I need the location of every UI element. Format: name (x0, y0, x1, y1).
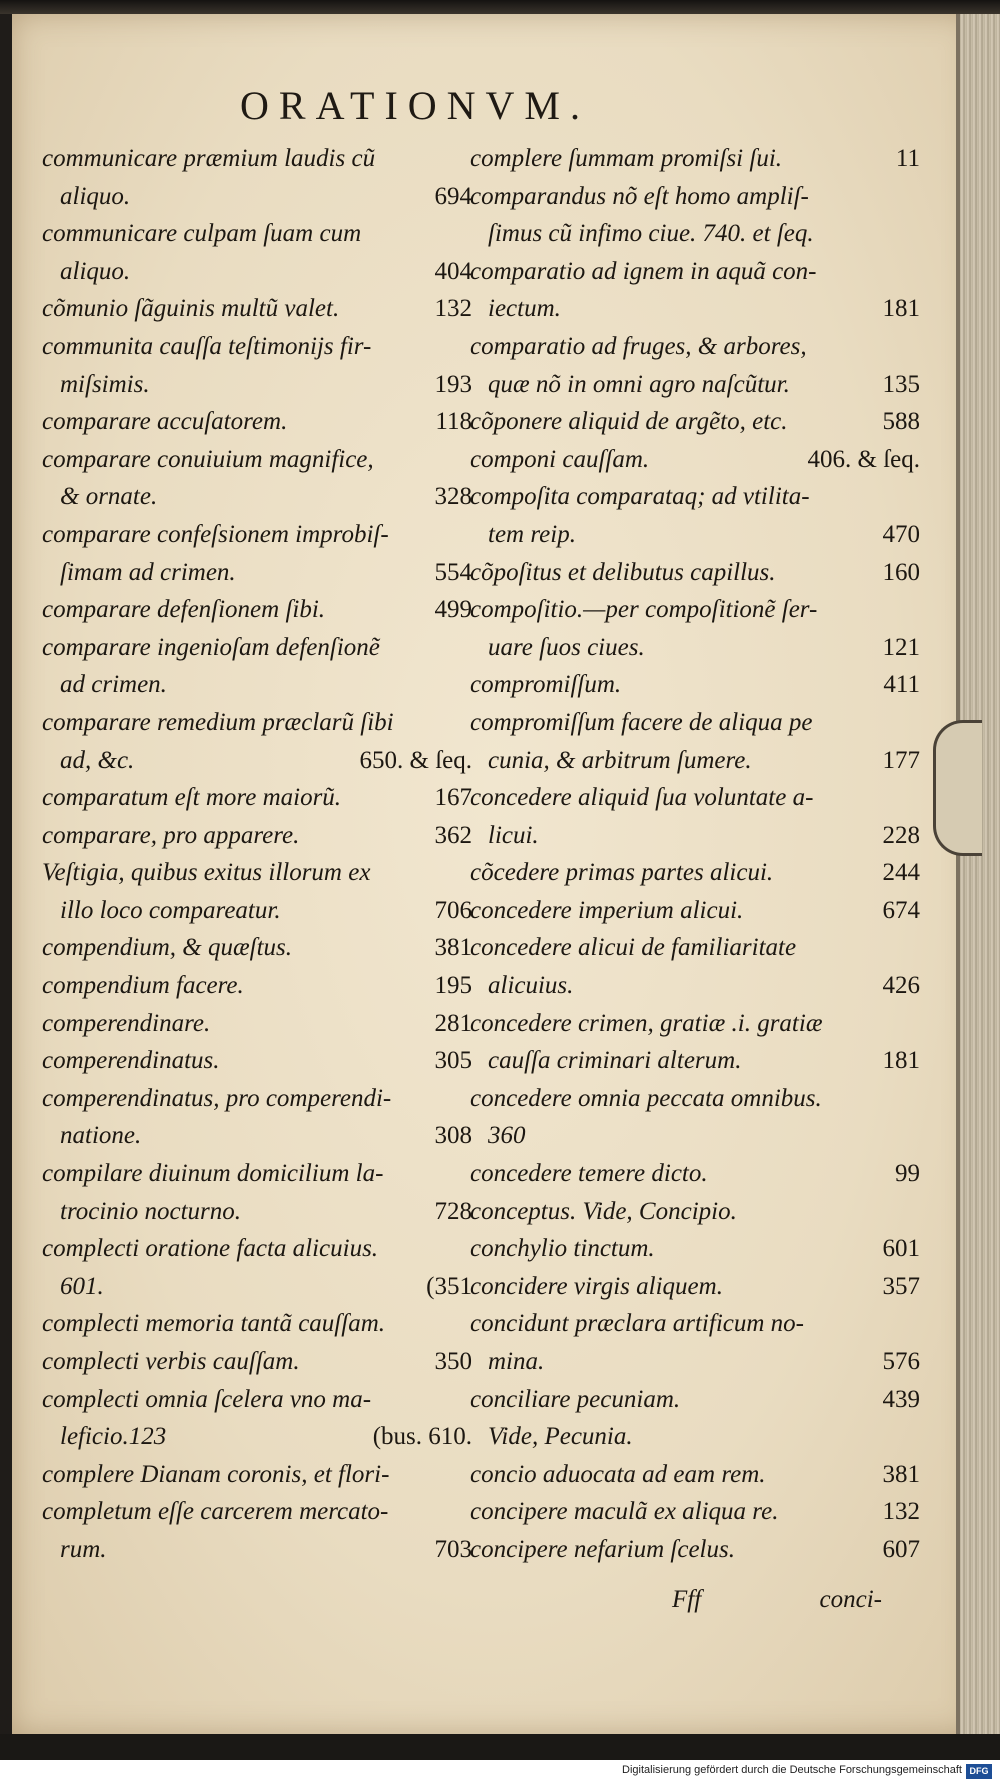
catchword: conci- (819, 1586, 882, 1613)
index-entry-line (42, 1418, 472, 1456)
index-entry-line (42, 1381, 472, 1419)
entry-text: comperendinatus, pro comperendi- (42, 1084, 392, 1112)
entry-text: conciliare pecuniam. (470, 1385, 681, 1413)
index-entry-line (42, 1193, 472, 1231)
entry-text: comparatio ad fruges, & arbores, (470, 332, 807, 360)
entry-text: concedere imperium alicui. (470, 896, 744, 924)
index-entry-line (42, 967, 472, 1005)
index-entry-line (470, 366, 920, 404)
entry-page-number: 357 (882, 1272, 920, 1300)
index-entry-line (42, 666, 472, 704)
entry-text: compilare diuinum domicilium la- (42, 1160, 384, 1188)
entry-text: quæ nõ in omni agro naſcũtur. (488, 370, 790, 398)
entry-text: compendium facere. (42, 972, 244, 1000)
entry-page-number: 99 (895, 1160, 920, 1188)
index-entry-line (470, 1042, 920, 1080)
index-entry-line (42, 779, 472, 817)
entry-text: comperendinare. (42, 1009, 211, 1037)
entry-page-number: 132 (434, 295, 472, 323)
index-entry-line (470, 892, 920, 930)
index-entry-line (470, 967, 920, 1005)
index-entry-line (470, 1531, 920, 1569)
index-entry-line (42, 742, 472, 780)
entry-page-number: 439 (882, 1385, 920, 1413)
entry-text: 601. (60, 1272, 104, 1300)
entry-text: compoſitio.—per compoſitionẽ ſer- (470, 596, 818, 624)
entry-text: iectum. (488, 295, 561, 323)
entry-page-number: (bus. 610. (372, 1423, 472, 1451)
index-entry-line (470, 854, 920, 892)
entry-page-number: 181 (882, 1047, 920, 1075)
index-entry-line (42, 554, 472, 592)
index-entry-line (470, 290, 920, 328)
entry-text: miſsimis. (60, 370, 150, 398)
entry-text: mina. (488, 1348, 545, 1375)
entry-text: componi cauſſam. (470, 445, 650, 473)
index-entry-line (470, 591, 920, 629)
entry-page-number: 181 (882, 295, 920, 323)
entry-text: concidunt præclara artificum no- (470, 1310, 804, 1338)
entry-page-number: 601 (882, 1235, 920, 1263)
index-entry-line (42, 854, 472, 892)
entry-text: ad crimen. (60, 671, 167, 699)
entry-page-number: 167 (434, 784, 472, 812)
entry-page-number: 576 (882, 1348, 920, 1375)
index-entry-line (470, 328, 920, 366)
entry-text: conceptus. Vide, Concipio. (470, 1197, 737, 1225)
entry-text: complere ſummam promiſsi ſui. (470, 145, 783, 172)
index-entry-line (470, 1268, 920, 1306)
index-entry-line (470, 1005, 920, 1043)
entry-text: leficio.123 (60, 1423, 167, 1451)
index-entry-line (470, 1155, 920, 1193)
entry-text: ad, &c. (60, 746, 135, 774)
entry-text: compromiſſum facere de aliqua pe (470, 708, 813, 736)
entry-text: complecti memoria tantã cauſſam. (42, 1310, 385, 1338)
entry-text: alicuius. (488, 972, 574, 1000)
index-entry-line (470, 1381, 920, 1419)
entry-text: comparatio ad ignem in aquã con- (470, 257, 817, 285)
index-entry-line (42, 290, 472, 328)
entry-page-number: 381 (882, 1460, 920, 1488)
entry-text: aliquo. (60, 257, 131, 285)
index-entry-line (42, 253, 472, 291)
entry-page-number: 588 (882, 408, 920, 436)
entry-page-number: 118 (435, 408, 472, 436)
book-top-edge (0, 0, 1000, 14)
footer-credit: Digitalisierung gefördert durch die Deutsche Forschungsgemeinschaft (622, 1764, 962, 1776)
entry-text: comparare, pro apparere. (42, 821, 300, 849)
entry-text: comparare ingenioſam defenſionẽ (42, 633, 380, 661)
entry-text: concipere maculã ex aliqua re. (470, 1498, 779, 1526)
index-entry-line (42, 1230, 472, 1268)
entry-text: concedere aliquid ſua voluntate a- (470, 784, 814, 812)
entry-page-number: 404 (434, 257, 472, 285)
index-entry-line (470, 1456, 920, 1494)
book-bottom-edge (0, 1734, 1000, 1760)
index-entry-line (42, 1343, 472, 1381)
entry-page-number: 674 (882, 896, 920, 924)
entry-text: comparatum eſt more maiorũ. (42, 784, 342, 812)
entry-text: complecti omnia ſcelera vno ma- (42, 1385, 372, 1413)
entry-page-number: 132 (882, 1498, 920, 1526)
index-entry-line (470, 1305, 920, 1343)
entry-text: complere Dianam coronis, et flori- (42, 1460, 390, 1488)
index-column-right (470, 140, 920, 1569)
entry-text: licui. (488, 821, 539, 849)
entry-page-number: 308 (434, 1122, 472, 1150)
entry-text: concedere alicui de familiaritate (470, 934, 797, 962)
index-entry-line (42, 1456, 472, 1494)
index-entry-line (42, 1155, 472, 1193)
entry-text: compendium, & quæſtus. (42, 934, 292, 962)
entry-text: cõponere aliquid de argẽto, etc. (470, 408, 788, 436)
index-entry-line (42, 929, 472, 967)
index-entry-line (42, 892, 472, 930)
entry-text: rum. (60, 1535, 107, 1563)
index-entry-line (470, 817, 920, 855)
index-entry-line (470, 215, 920, 253)
entry-text: cõpoſitus et delibutus capillus. (470, 558, 776, 586)
index-entry-line (470, 929, 920, 967)
entry-text: cauſſa criminari alterum. (488, 1047, 742, 1075)
index-entry-line (470, 666, 920, 704)
entry-page-number: 406. & ſeq. (807, 445, 920, 473)
entry-text: trocinio nocturno. (60, 1197, 242, 1225)
entry-page-number: 362 (434, 821, 472, 849)
index-entry-line (42, 366, 472, 404)
entry-text: communita cauſſa teſtimonijs fir- (42, 332, 372, 360)
index-entry-line (470, 1493, 920, 1531)
entry-text: comparare remedium præclarũ ſibi (42, 708, 394, 736)
index-entry-line (42, 1305, 472, 1343)
page-stack-edges (960, 14, 1000, 1734)
index-entry-line (42, 516, 472, 554)
index-entry-line (42, 704, 472, 742)
index-entry-line (42, 1117, 472, 1155)
entry-page-number: 177 (882, 746, 920, 774)
entry-text: compoſita comparataq; ad vtilita- (470, 483, 810, 511)
entry-text: complecti verbis cauſſam. (42, 1348, 300, 1375)
index-entry-line (470, 253, 920, 291)
book-page (12, 14, 974, 1734)
entry-text: ſimam ad crimen. (60, 558, 236, 586)
entry-text: comparare accuſatorem. (42, 408, 288, 436)
entry-page-number: 305 (434, 1047, 472, 1075)
index-entry-line (470, 554, 920, 592)
index-entry-line (470, 742, 920, 780)
index-entry-line (42, 178, 472, 216)
entry-page-number: 195 (434, 972, 472, 1000)
index-entry-line (42, 478, 472, 516)
entry-text: aliquo. (60, 182, 131, 210)
index-entry-line (42, 1080, 472, 1118)
index-entry-line (470, 1080, 920, 1118)
index-entry-line (470, 140, 920, 178)
entry-page-number: 135 (882, 370, 920, 398)
index-entry-line (42, 328, 472, 366)
entry-text: concedere temere dicto. (470, 1160, 708, 1188)
index-entry-line (42, 591, 472, 629)
entry-page-number: 193 (434, 370, 472, 398)
index-entry-line (42, 1493, 472, 1531)
index-entry-line (42, 1042, 472, 1080)
entry-text: & ornate. (60, 483, 158, 511)
index-entry-line (42, 441, 472, 479)
index-entry-line (42, 403, 472, 441)
index-entry-line (470, 1117, 920, 1155)
entry-text: comparare confeſsionem improbiſ- (42, 520, 389, 548)
entry-text: Veſtigia, quibus exitus illorum ex (42, 859, 371, 887)
running-head: ORATIONVM. (240, 83, 590, 128)
clasp-mark (933, 720, 982, 856)
entry-page-number: 554 (434, 558, 472, 586)
digitization-footer (0, 1760, 1000, 1784)
entry-text: comparare conuiuium magnifice, (42, 445, 374, 473)
index-entry-line (470, 1418, 920, 1456)
index-entry-line (42, 215, 472, 253)
entry-page-number: (351 (426, 1272, 472, 1300)
index-entry-line (42, 1268, 472, 1306)
entry-page-number: 328 (434, 483, 472, 511)
index-entry-line (42, 140, 472, 178)
entry-text: concio aduocata ad eam rem. (470, 1460, 766, 1488)
entry-text: completum eſſe carcerem mercato- (42, 1498, 389, 1526)
entry-text: complecti oratione facta alicuius. (42, 1235, 379, 1263)
entry-page-number: 228 (882, 821, 920, 849)
entry-page-number: 426 (882, 972, 920, 1000)
index-entry-line (42, 817, 472, 855)
entry-page-number: 244 (882, 859, 920, 887)
entry-text: ſimus cũ infimo ciue. 740. et ſeq. (488, 220, 814, 248)
entry-text: Vide, Pecunia. (488, 1423, 633, 1451)
entry-text: cõmunio ſãguinis multũ valet. (42, 295, 340, 323)
index-entry-line (470, 1230, 920, 1268)
entry-page-number: 607 (882, 1535, 920, 1563)
index-entry-line (42, 1005, 472, 1043)
entry-text: communicare culpam ſuam cum (42, 220, 362, 248)
entry-text: concipere nefarium ſcelus. (470, 1535, 735, 1563)
index-entry-line (470, 629, 920, 667)
entry-text: comparandus nõ eſt homo ampliſ- (470, 182, 809, 210)
entry-text: cunia, & arbitrum ſumere. (488, 746, 752, 774)
entry-text: uare ſuos ciues. (488, 633, 645, 661)
entry-page-number: 281 (434, 1009, 472, 1037)
entry-text: communicare præmium laudis cũ (42, 145, 376, 172)
index-entry-line (470, 403, 920, 441)
entry-text: concedere crimen, gratiæ .i. gratiæ (470, 1009, 823, 1037)
index-entry-line (42, 1531, 472, 1569)
entry-text: natione. (60, 1122, 142, 1150)
index-entry-line (42, 629, 472, 667)
entry-text: tem reip. (488, 520, 576, 548)
entry-page-number: 381 (434, 934, 472, 962)
index-entry-line (470, 516, 920, 554)
entry-page-number: 650. & ſeq. (359, 746, 472, 774)
entry-text: comperendinatus. (42, 1047, 220, 1075)
entry-page-number: 350 (434, 1348, 472, 1375)
index-entry-line (470, 779, 920, 817)
entry-page-number: 694 (434, 182, 472, 210)
index-entry-line (470, 1343, 920, 1381)
entry-text: conchylio tinctum. (470, 1235, 655, 1263)
entry-page-number: 728 (434, 1197, 472, 1225)
index-entry-line (470, 1193, 920, 1231)
index-column-left (42, 140, 472, 1569)
index-entry-line (470, 478, 920, 516)
entry-page-number: 499 (434, 596, 472, 624)
entry-text: concidere virgis aliquem. (470, 1272, 723, 1300)
entry-page-number: 160 (882, 558, 920, 586)
entry-text: cõcedere primas partes alicui. (470, 859, 774, 887)
index-entry-line (470, 178, 920, 216)
entry-page-number: 411 (883, 671, 920, 699)
entry-page-number: 470 (882, 520, 920, 548)
index-entry-line (470, 441, 920, 479)
entry-page-number: 706 (434, 896, 472, 924)
entry-page-number: 703 (434, 1535, 472, 1563)
entry-text: comparare defenſionem ſibi. (42, 596, 326, 624)
index-entry-line (470, 704, 920, 742)
entry-text: compromiſſum. (470, 671, 622, 699)
entry-page-number: 121 (882, 633, 920, 661)
entry-text: illo loco compareatur. (60, 896, 281, 924)
entry-page-number: 11 (895, 145, 920, 172)
entry-text: concedere omnia peccata omnibus. (470, 1084, 822, 1112)
signature-mark: Fff (672, 1586, 702, 1613)
dfg-logo: DFG (966, 1764, 992, 1779)
entry-text: 360 (488, 1122, 526, 1150)
